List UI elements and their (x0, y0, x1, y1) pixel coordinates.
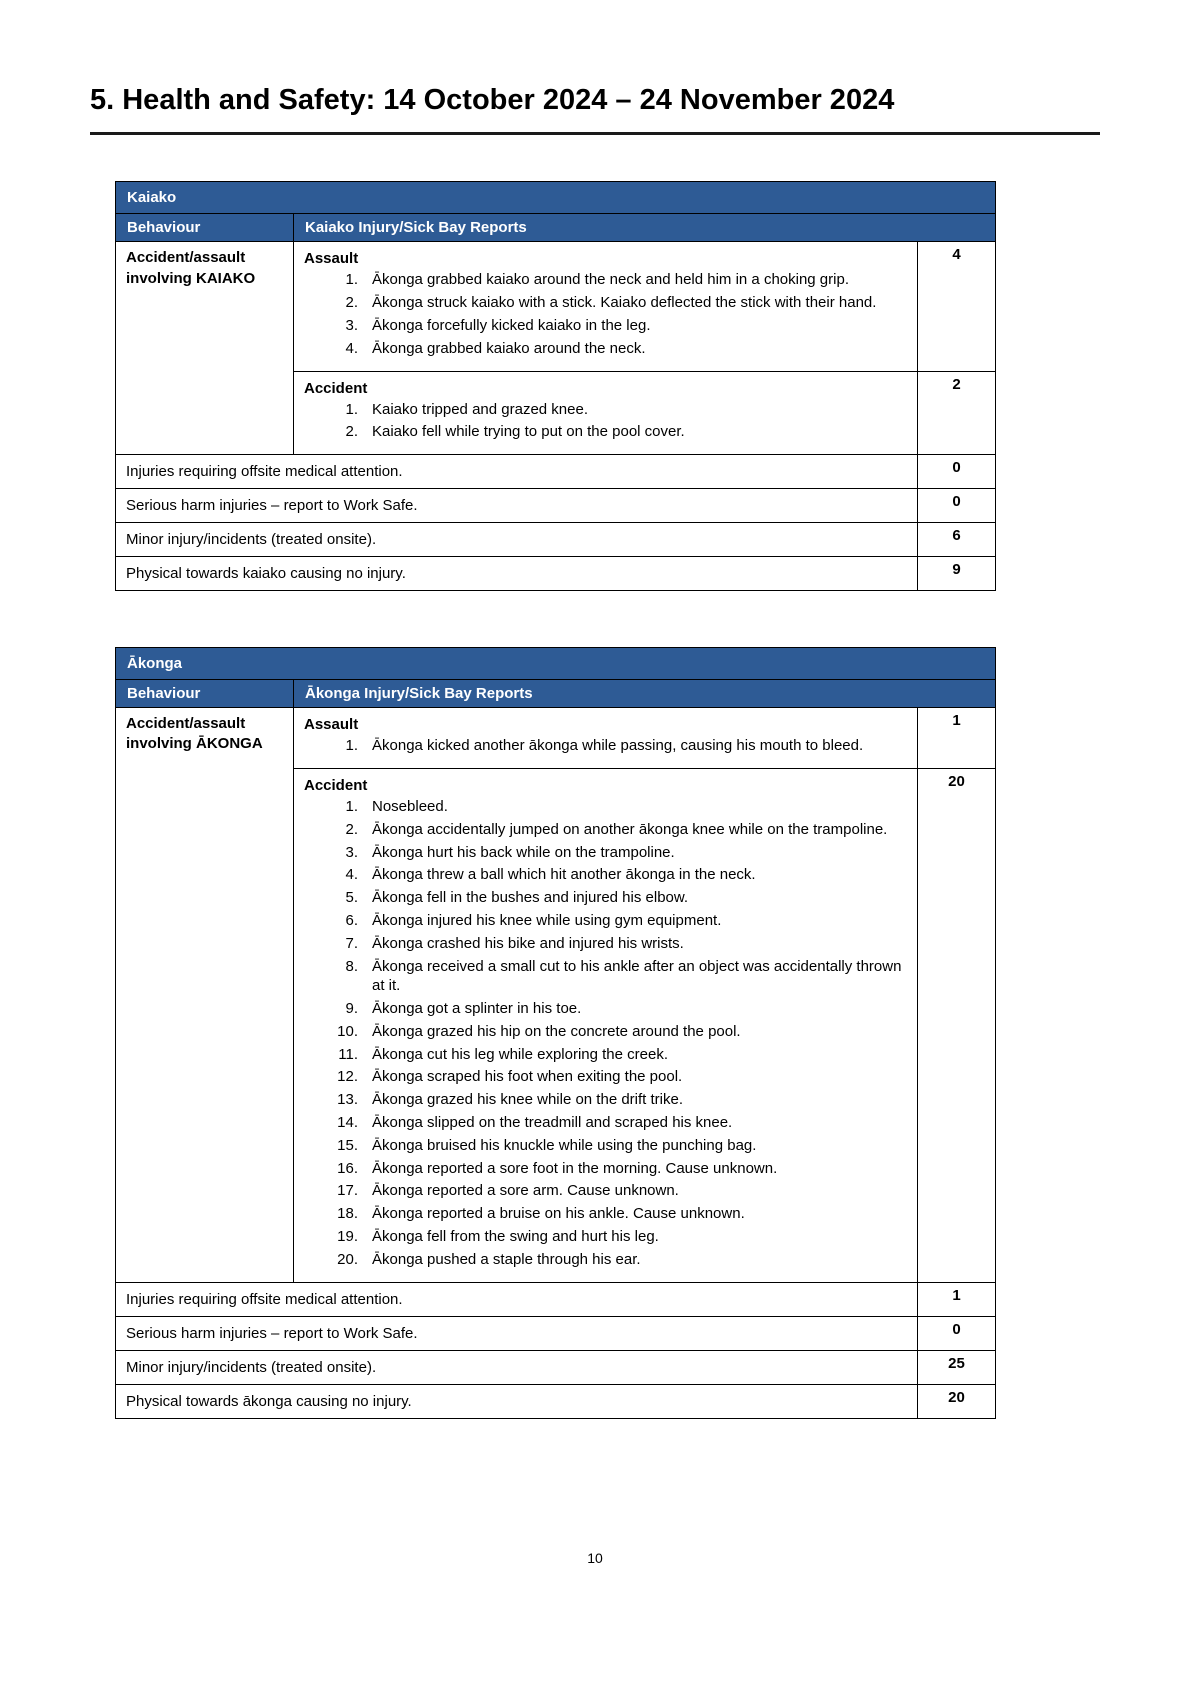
kaiako-column-header-row (116, 214, 996, 242)
kaiako-behaviour-label: Accident/assault involving KAIAKO (116, 242, 294, 455)
akonga-accident-cell (294, 768, 918, 1282)
incident-item: Ākonga reported a bruise on his ankle. Cause unknown. (372, 1205, 745, 1223)
akonga-assault-heading: Assault (304, 716, 359, 734)
kaiako-assault-heading: Assault (304, 250, 359, 268)
akonga-column-header-row (116, 680, 996, 708)
akonga-accident-count: 20 (918, 768, 996, 1282)
kaiako-title-row (116, 182, 996, 214)
incident-item: Ākonga scraped his foot when exiting the pool. (372, 1068, 683, 1086)
kaiako-behaviour-column-header: Behaviour (116, 214, 294, 242)
summary-row (116, 1350, 996, 1384)
akonga-behaviour-label: Accident/assault involving ĀKONGA (116, 708, 294, 1283)
summary-row (116, 489, 996, 523)
akonga-assault-row (116, 708, 996, 769)
page-title: 5. Health and Safety: 14 October 2024 – 24 November 2024 (90, 84, 1100, 135)
akonga-accident-list (302, 797, 909, 1270)
akonga-table-title: Ākonga (116, 648, 996, 680)
incident-item: Ākonga bruised his knuckle while using the punching bag. (372, 1136, 757, 1154)
incident-item: Ākonga cut his leg while exploring the creek. (372, 1045, 669, 1063)
summary-row (116, 523, 996, 557)
kaiako-table (115, 181, 996, 591)
summary-count: 20 (918, 1384, 996, 1418)
summary-row (116, 455, 996, 489)
summary-label: Physical towards ākonga causing no injury. (116, 1384, 918, 1418)
summary-label: Injuries requiring offsite medical attention. (116, 455, 918, 489)
summary-label: Physical towards kaiako causing no injury. (116, 557, 918, 591)
incident-item: Ākonga accidentally jumped on another ākonga knee while on the trampoline. (372, 820, 888, 838)
page-number: 10 (587, 1550, 603, 1566)
incident-item: Ākonga fell in the bushes and injured his elbow. (372, 889, 689, 907)
incident-item: Ākonga fell from the swing and hurt his leg. (372, 1228, 659, 1246)
kaiako-accident-heading: Accident (304, 379, 368, 397)
summary-count: 25 (918, 1350, 996, 1384)
summary-row (116, 1316, 996, 1350)
summary-label: Serious harm injuries – report to Work Safe. (116, 1316, 918, 1350)
incident-item: Ākonga crashed his bike and injured his wrists. (372, 934, 684, 952)
incident-item: Ākonga injured his knee while using gym equipment. (372, 911, 722, 929)
akonga-table (115, 647, 996, 1419)
summary-count: 0 (918, 455, 996, 489)
summary-count: 6 (918, 523, 996, 557)
kaiako-accident-cell (294, 371, 918, 455)
summary-label: Injuries requiring offsite medical attention. (116, 1282, 918, 1316)
summary-row (116, 557, 996, 591)
incident-item: Ākonga reported a sore arm. Cause unknown. (372, 1182, 679, 1200)
kaiako-reports-column-header: Kaiako Injury/Sick Bay Reports (294, 214, 996, 242)
akonga-assault-cell (294, 708, 918, 769)
incident-item: Ākonga grazed his hip on the concrete around the pool. (372, 1022, 741, 1040)
summary-label: Minor injury/incidents (treated onsite). (116, 1350, 918, 1384)
kaiako-assault-list (302, 270, 909, 358)
incident-item: Kaiako tripped and grazed knee. (372, 400, 588, 418)
summary-count: 0 (918, 489, 996, 523)
incident-item: Ākonga received a small cut to his ankle after an object was accidentally thrown at it. (372, 957, 902, 995)
incident-item: Ākonga grazed his knee while on the drift trike. (372, 1091, 684, 1109)
akonga-reports-column-header: Ākonga Injury/Sick Bay Reports (294, 680, 996, 708)
kaiako-assault-row (116, 242, 996, 371)
summary-count: 9 (918, 557, 996, 591)
akonga-title-row (116, 648, 996, 680)
incident-item: Nosebleed. (372, 797, 448, 815)
akonga-behaviour-column-header: Behaviour (116, 680, 294, 708)
akonga-accident-heading: Accident (304, 776, 368, 794)
incident-item: Kaiako fell while trying to put on the pool cover. (372, 423, 685, 441)
incident-item: Ākonga threw a ball which hit another ākonga in the neck. (372, 866, 756, 884)
incident-item: Ākonga pushed a staple through his ear. (372, 1250, 641, 1268)
summary-label: Serious harm injuries – report to Work Safe. (116, 489, 918, 523)
incident-item: Ākonga kicked another ākonga while passing, causing his mouth to bleed. (372, 737, 864, 755)
incident-item: Ākonga struck kaiako with a stick. Kaiako deflected the stick with their hand. (372, 294, 877, 312)
incident-item: Ākonga hurt his back while on the trampoline. (372, 843, 675, 861)
kaiako-table-title: Kaiako (116, 182, 996, 214)
summary-label: Minor injury/incidents (treated onsite). (116, 523, 918, 557)
kaiako-accident-list (302, 400, 909, 443)
kaiako-assault-count: 4 (918, 242, 996, 371)
akonga-assault-list (302, 736, 909, 756)
incident-item: Ākonga forcefully kicked kaiako in the leg. (372, 316, 651, 334)
kaiako-assault-cell (294, 242, 918, 371)
summary-count: 1 (918, 1282, 996, 1316)
incident-item: Ākonga slipped on the treadmill and scraped his knee. (372, 1114, 733, 1132)
incident-item: Ākonga grabbed kaiako around the neck. (372, 339, 646, 357)
incident-item: Ākonga grabbed kaiako around the neck and held him in a choking grip. (372, 271, 849, 289)
summary-row (116, 1282, 996, 1316)
kaiako-accident-count: 2 (918, 371, 996, 455)
summary-count: 0 (918, 1316, 996, 1350)
akonga-assault-count: 1 (918, 708, 996, 769)
incident-item: Ākonga reported a sore foot in the morning. Cause unknown. (372, 1159, 778, 1177)
summary-row (116, 1384, 996, 1418)
incident-item: Ākonga got a splinter in his toe. (372, 1000, 582, 1018)
